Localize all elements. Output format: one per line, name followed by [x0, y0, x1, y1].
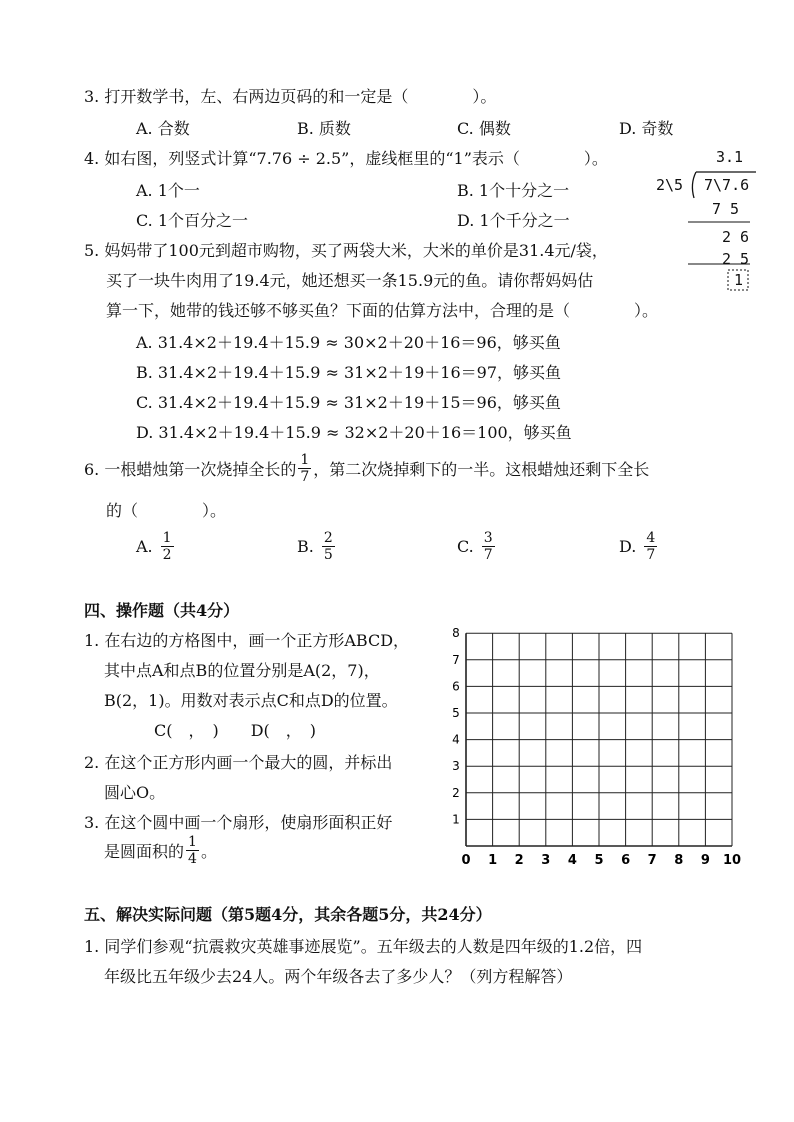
sec4-p2-line1: 2. 在这个正方形内画一个最大的圆，并标出: [84, 753, 393, 772]
q6-option-d-denominator: 7: [646, 547, 656, 564]
coordinate-grid[interactable]: [440, 622, 760, 872]
q6-option-b-fraction: [322, 530, 335, 563]
q4-option-c: C. 1个百分之一: [136, 211, 249, 230]
division-boxed-digit: 1: [734, 271, 744, 289]
q6-option-b: [297, 530, 337, 563]
sec5-p1-line1: 1. 同学们参观“抗震救灾英雄事迹展览”。五年级去的人数是四年级的1.2倍，四: [84, 937, 643, 956]
q6-stem-part-b: ，第二次烧掉剩下的一半。这根蜡烛还剩下全长: [313, 460, 650, 480]
section-5-title: 五、解决实际问题（第5题4分，其余各题5分，共24分）: [84, 905, 492, 924]
q6-option-a-label: A.: [136, 537, 153, 557]
grid-x-tick-label: 8: [674, 853, 684, 868]
q6-option-b-label: B.: [297, 537, 314, 557]
q6-option-c-label: C.: [457, 537, 474, 557]
sec5-p1-line2: 年级比五年级少去24人。两个年级各去了多少人？（列方程解答）: [104, 967, 573, 986]
q3-option-c: C. 偶数: [457, 119, 511, 138]
sec4-p3-line2: [104, 834, 217, 867]
grid-y-tick-label: 1: [452, 812, 460, 827]
grid-y-tick-label: 3: [452, 759, 460, 774]
q6-option-b-numerator: 2: [323, 530, 333, 546]
q6-fraction: [298, 452, 311, 485]
division-bracket: [650, 146, 760, 296]
q5-option-b: B. 31.4×2＋19.4＋15.9 ≈ 31×2＋19＋16＝97，够买鱼: [136, 363, 561, 382]
grid-x-tick-label: 6: [621, 853, 631, 868]
section-4-title: 四、操作题（共4分）: [84, 601, 240, 620]
q6-option-d: [619, 530, 659, 563]
q6-option-c-fraction: [482, 530, 495, 563]
q4-stem: 4. 如右图，列竖式计算“7.76 ÷ 2.5”，虚线框里的“1”表示（ ）。: [84, 149, 608, 168]
grid-y-tick-label: 2: [452, 785, 460, 800]
grid-y-tick-label: 5: [452, 706, 460, 720]
grid-x-tick-label: 10: [722, 853, 742, 868]
division-dividend: 7\7.6: [704, 176, 750, 194]
q4-option-b: B. 1个十分之一: [457, 181, 570, 200]
division-step2: 2 5: [722, 250, 750, 268]
sec4-p3-fraction-numerator: 1: [188, 834, 197, 850]
q6-fraction-denominator: 7: [300, 469, 310, 486]
division-quotient: 3.1: [716, 148, 744, 166]
sec4-p1-line1: 1. 在右边的方格图中，画一个正方形ABCD，: [84, 631, 410, 650]
sec4-p2-line2: 圆心O。: [104, 783, 166, 802]
grid-x-tick-label: 5: [594, 853, 604, 868]
q6-stem-part-c: 的（ ）。: [106, 501, 227, 520]
sec4-p3-line2-text: 是圆面积的: [104, 842, 185, 862]
q5-option-c: C. 31.4×2＋19.4＋15.9 ≈ 31×2＋19＋15＝96，够买鱼: [136, 393, 561, 412]
grid-y-tick-label: 6: [452, 679, 460, 694]
sec4-p3-fraction: [186, 834, 199, 867]
q6-option-a-fraction: [161, 530, 174, 563]
q6-option-c: [457, 530, 497, 563]
q6-option-b-denominator: 5: [323, 547, 333, 564]
grid-x-tick-label: 1: [488, 853, 498, 868]
q6-option-a: [136, 530, 176, 563]
grid-x-tick-label: 9: [700, 853, 710, 868]
grid-y-tick-label: 7: [452, 652, 460, 667]
q6-stem-part-a: 6. 一根蜡烛第一次烧掉全长的: [84, 460, 297, 480]
grid-x-tick-label: 3: [541, 853, 551, 868]
q5-option-a: A. 31.4×2＋19.4＋15.9 ≈ 30×2＋20＋16＝96，够买鱼: [136, 333, 561, 352]
q6-option-d-label: D.: [619, 537, 637, 557]
q3-option-b: B. 质数: [297, 119, 351, 138]
q6-stem: [84, 452, 649, 485]
q6-option-c-numerator: 3: [483, 530, 493, 546]
grid-x-tick-label: 4: [567, 853, 577, 868]
q6-option-c-denominator: 7: [483, 547, 493, 564]
q6-option-d-numerator: 4: [646, 530, 656, 546]
division-divisor: 2\5: [656, 176, 684, 194]
grid-y-tick-label: 8: [452, 626, 460, 641]
q3-option-d: D. 奇数: [619, 119, 674, 138]
q5-line2: 买了一块牛肉用了19.4元，她还想买一条15.9元的鱼。请你帮妈妈估: [106, 271, 594, 290]
grid-x-tick-label: 0: [461, 853, 471, 868]
sec4-p3-fraction-denominator: 4: [188, 851, 197, 868]
q6-fraction-numerator: 1: [300, 452, 310, 468]
q3-stem: 3. 打开数学书，左、右两边页码的和一定是（ ）。: [84, 87, 497, 106]
division-step1: 7 5: [712, 200, 740, 218]
q5-line3: 算一下，她带的钱还够不够买鱼？下面的估算方法中，合理的是（ ）。: [106, 301, 659, 320]
grid-y-tick-label: 4: [452, 732, 460, 747]
sec4-p3-line1: 3. 在这个圆中画一个扇形，使扇形面积正好: [84, 813, 393, 832]
sec4-p1-line4: C( ， ) D( ， ): [154, 721, 317, 740]
grid-x-tick-label: 7: [647, 853, 657, 868]
q6-option-a-denominator: 2: [162, 547, 172, 564]
q3-option-a: A. 合数: [136, 119, 190, 138]
q5-option-d: D. 31.4×2＋19.4＋15.9 ≈ 32×2＋20＋16＝100，够买鱼: [136, 423, 572, 442]
q6-option-a-numerator: 1: [162, 530, 172, 546]
q4-option-d: D. 1个千分之一: [457, 211, 570, 230]
q6-option-d-fraction: [644, 530, 657, 563]
long-division-figure: [650, 146, 760, 296]
division-remainder1: 2 6: [722, 228, 750, 246]
sec4-p1-line3: B(2，1)。用数对表示点C和点D的位置。: [104, 691, 398, 710]
sec4-p1-line2: 其中点A和点B的位置分别是A(2，7)，: [104, 661, 380, 680]
grid-x-tick-label: 2: [514, 853, 524, 868]
sec4-p3-line2-end: 。: [200, 842, 217, 862]
q4-option-a: A. 1个一: [136, 181, 200, 200]
q5-line1: 5. 妈妈带了100元到超市购物，买了两袋大米，大米的单价是31.4元/袋，: [84, 241, 608, 260]
